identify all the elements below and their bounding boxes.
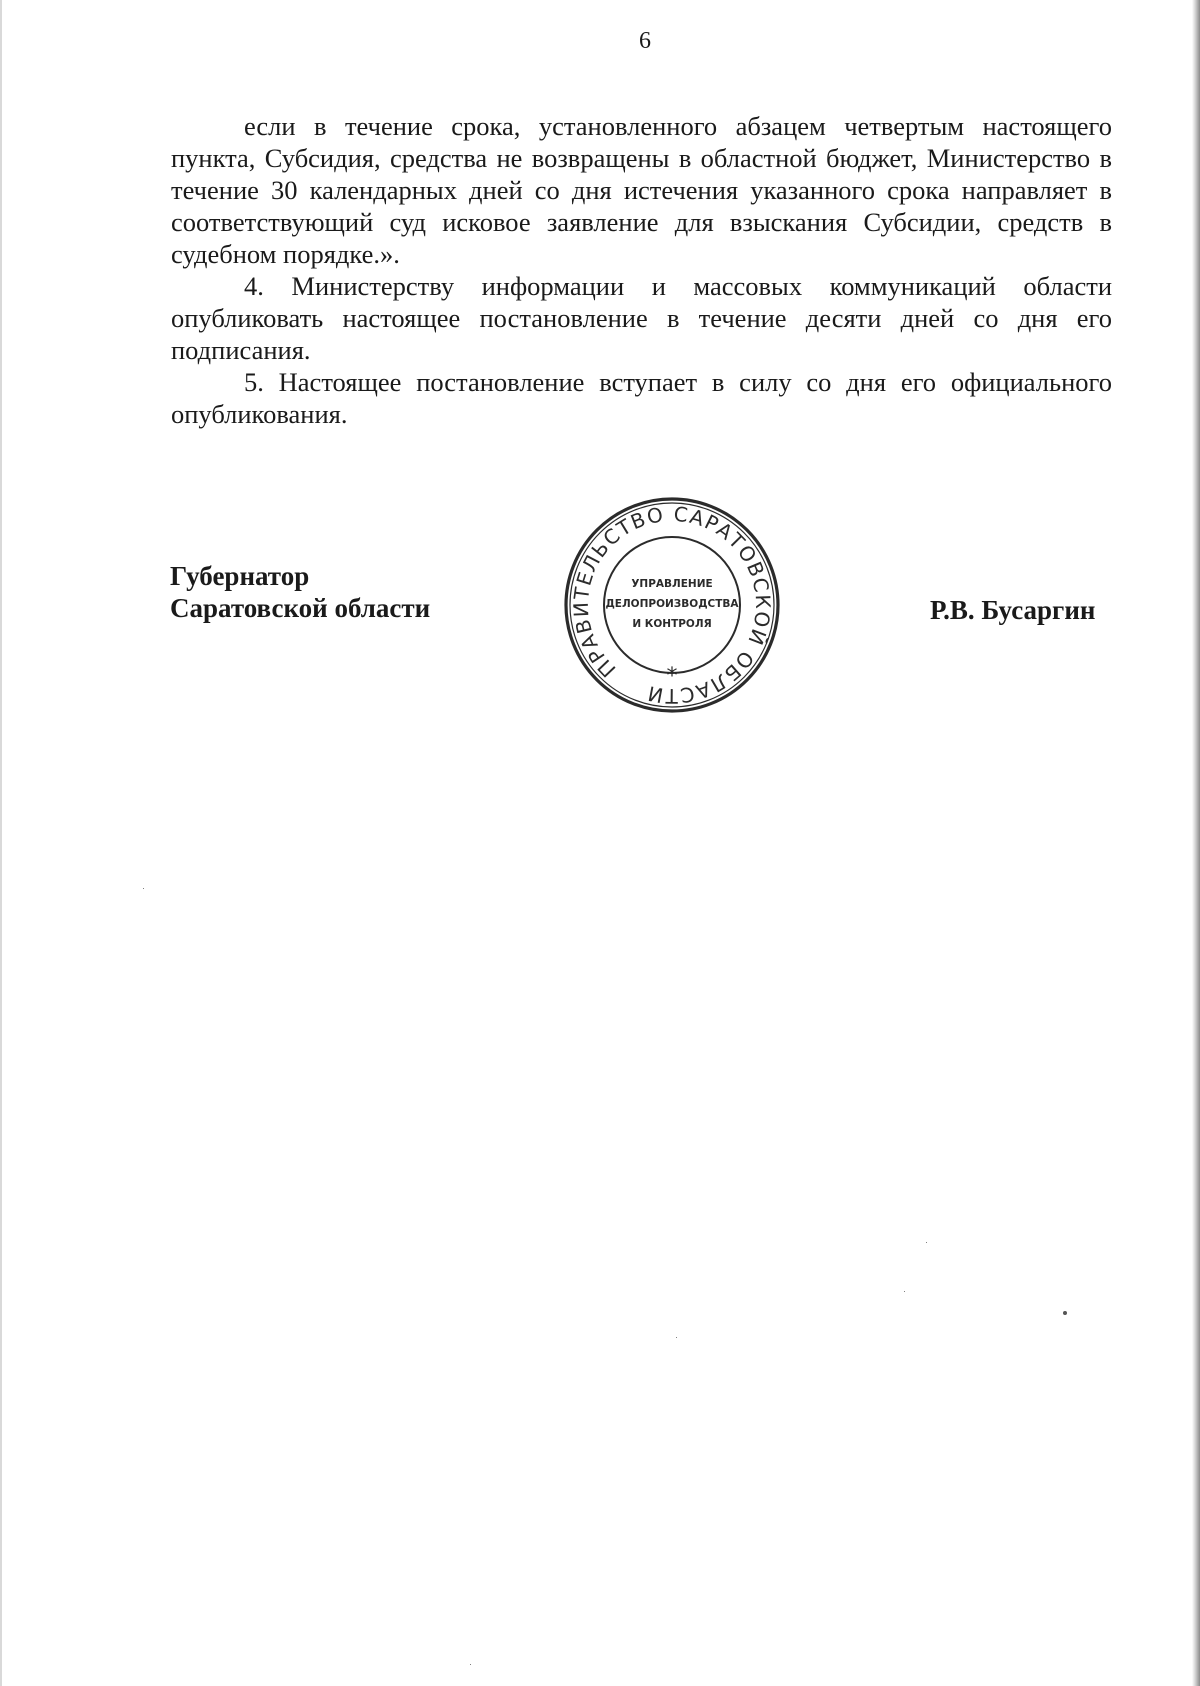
scan-speck	[904, 1291, 905, 1292]
document-body	[171, 110, 1112, 430]
scan-speck	[1063, 1311, 1067, 1315]
seal-center-line1: УПРАВЛЕНИЕ	[631, 578, 713, 590]
paragraph-item-4: 4. Министерству информации и массовых коммуникаций области опубликовать настоящее постановление в течение десяти дней со дня его подписания.	[171, 271, 1112, 365]
paragraph-item-5: 5. Настоящее постановление вступает в силу со дня его официального опубликования.	[171, 367, 1112, 429]
signatory-name: Р.В. Бусаргин	[930, 595, 1096, 625]
scan-left-edge	[0, 0, 2, 1686]
seal-star-icon: *	[666, 664, 678, 689]
signatory-title-line2: Саратовской области	[170, 593, 431, 623]
seal-center-line3: И КОНТРОЛЯ	[632, 618, 712, 630]
official-seal-stamp	[562, 495, 782, 715]
seal-ring-textpath: ПРАВИТЕЛЬСТВО САРАТОВСКОЙ ОБЛАСТИ	[568, 501, 776, 709]
scan-right-edge	[1192, 0, 1200, 1686]
scan-speck	[676, 1337, 677, 1338]
scan-speck	[143, 888, 144, 889]
signatory-title	[170, 560, 430, 624]
paragraph-continuation: если в течение срока, установленного абзацем четвертым настоящего пункта, Субсидия, средства не возвращены в областной бюджет, Министерство в течение 30 календарных дней со дня истечения указанного срока направляет в соответствующий суд исковое заявление для взыскания Субсидии, средств в судебном порядке.».	[171, 111, 1112, 269]
scan-speck	[926, 1242, 927, 1243]
signatory-title-line1: Губернатор	[170, 561, 310, 591]
scan-speck	[470, 1664, 471, 1665]
seal-center-line2: ДЕЛОПРОИЗВОДСТВА	[605, 598, 739, 610]
page-number: 6	[639, 28, 651, 54]
